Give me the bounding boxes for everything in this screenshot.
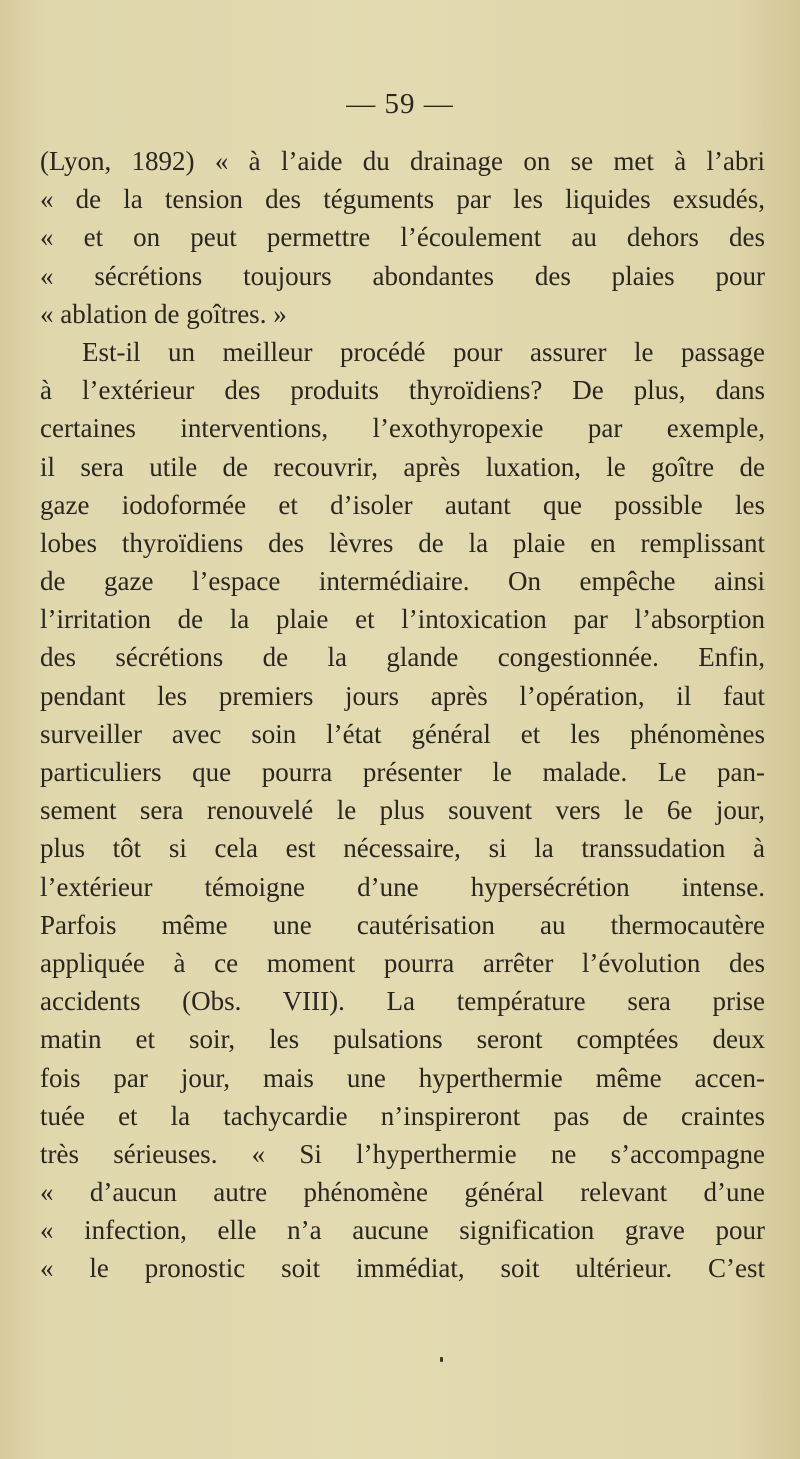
text-line: l’irritation de la plaie et l’intoxication par l’absorption bbox=[40, 604, 765, 635]
text-line: de gaze l’espace intermédiaire. On empêche ainsi bbox=[40, 566, 765, 597]
ink-speck bbox=[440, 1357, 443, 1362]
text-line: « ablation de goîtres. » bbox=[40, 298, 287, 329]
text-line: appliquée à ce moment pourra arrêter l’évolution des bbox=[40, 947, 765, 978]
text-line: Est-il un meilleur procédé pour assurer le passage bbox=[82, 336, 765, 367]
text-line: accidents (Obs. VIII). La température sera prise bbox=[40, 986, 765, 1017]
text-line: « et on peut permettre l’écoulement au dehors des bbox=[40, 222, 765, 253]
text-line: gaze iodoformée et d’isoler autant que possible les bbox=[40, 489, 765, 520]
text-line: « infection, elle n’a aucune signification grave pour bbox=[40, 1215, 765, 1246]
text-line: sement sera renouvelé le plus souvent vers le 6e jour, bbox=[40, 795, 765, 826]
text-line: très sérieuses. « Si l’hyperthermie ne s’accompagne bbox=[40, 1138, 765, 1169]
text-line: fois par jour, mais une hyperthermie même accen- bbox=[40, 1062, 765, 1093]
text-line: surveiller avec soin l’état général et les phénomènes bbox=[40, 718, 765, 749]
text-line: il sera utile de recouvrir, après luxation, le goître de bbox=[40, 451, 765, 482]
text-line: « le pronostic soit immédiat, soit ultérieur. C’est bbox=[40, 1253, 765, 1284]
text-line: « sécrétions toujours abondantes des plaies pour bbox=[40, 260, 765, 291]
page-number: — 59 — bbox=[346, 88, 454, 120]
text-line: (Lyon, 1892) « à l’aide du drainage on se met à l’abri bbox=[40, 146, 765, 176]
text-line: à l’extérieur des produits thyroïdiens? De plus, dans bbox=[40, 375, 765, 406]
text-line: Parfois même une cautérisation au thermocautère bbox=[40, 909, 765, 940]
text-line: particuliers que pourra présenter le malade. Le pan- bbox=[40, 757, 765, 787]
text-line: certaines interventions, l’exothyropexie par exemple, bbox=[40, 413, 765, 444]
text-line: matin et soir, les pulsations seront comptées deux bbox=[40, 1024, 765, 1055]
text-line: pendant les premiers jours après l’opération, il faut bbox=[40, 680, 765, 711]
text-line: tuée et la tachycardie n’inspireront pas de craintes bbox=[40, 1100, 765, 1131]
text-line: l’extérieur témoigne d’une hypersécrétion intense. bbox=[40, 871, 765, 902]
text-line: des sécrétions de la glande congestionnée. Enfin, bbox=[40, 642, 765, 673]
text-line: « d’aucun autre phénomène général relevant d’une bbox=[40, 1177, 765, 1208]
body-text bbox=[40, 142, 765, 1288]
text-line: lobes thyroïdiens des lèvres de la plaie en remplissant bbox=[40, 527, 765, 558]
text-line: plus tôt si cela est nécessaire, si la transsudation à bbox=[40, 833, 765, 864]
text-line: « de la tension des téguments par les liquides exsudés, bbox=[40, 184, 765, 215]
